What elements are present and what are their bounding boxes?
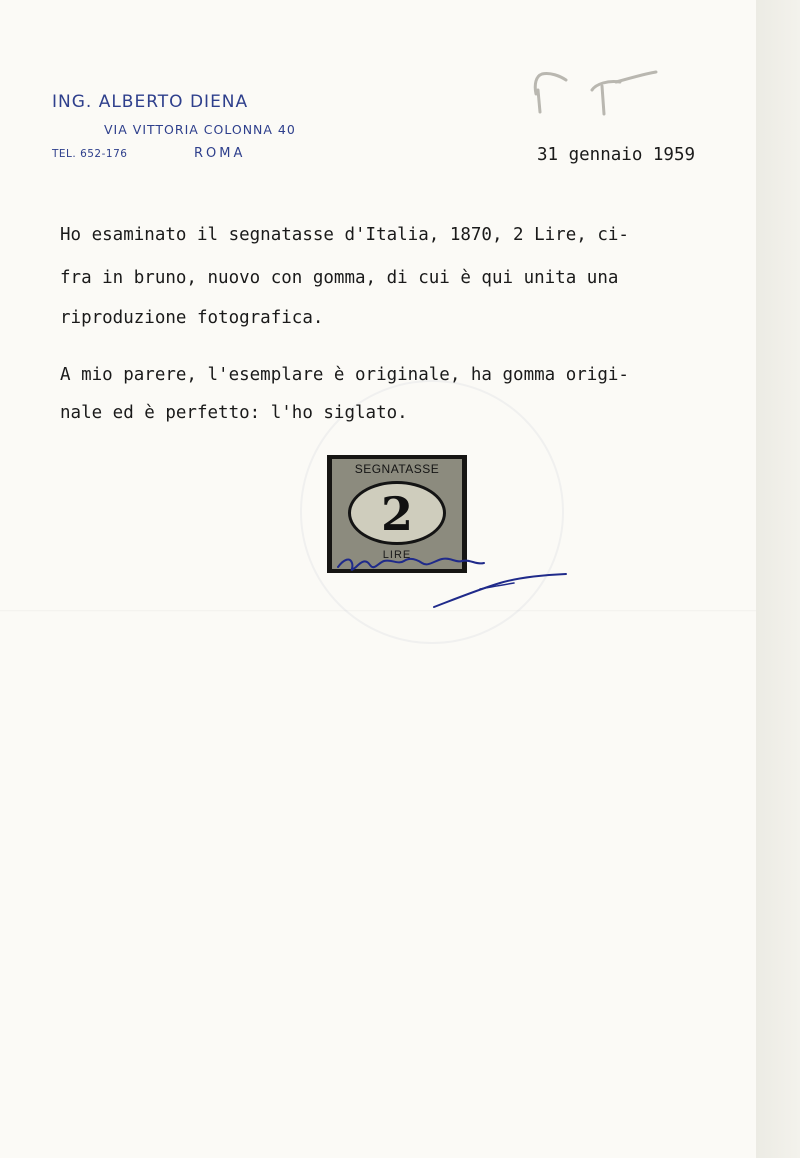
body-line-3: riproduzione fotografica. (60, 308, 324, 328)
letterhead-phone: TEL. 652-176 (52, 148, 128, 160)
body-line-1: Ho esaminato il segnatasse d'Italia, 1870, 2 Lire, ci- (60, 225, 629, 245)
stamp-top-label: SEGNATASSE (354, 462, 440, 476)
body-line-2: fra in bruno, nuovo con gomma, di cui è qui unita una (60, 268, 619, 288)
body-line-4: A mio parere, l'esemplare è originale, ha gomma origi- (60, 365, 629, 385)
certificate-date: 31 gennaio 1959 (537, 145, 696, 165)
stamp-value-oval (348, 481, 446, 545)
letterhead-name: ING. ALBERTO DIENA (52, 92, 249, 112)
stamp-bottom-label: LIRE (382, 549, 412, 561)
body-line-5: nale ed è perfetto: l'ho siglato. (60, 403, 408, 423)
pencil-annotation-mark (520, 60, 670, 120)
letterhead-city: ROMA (194, 146, 246, 161)
stamp-value-digit: 2 (380, 487, 413, 541)
letterhead-street: VIA VITTORIA COLONNA 40 (104, 122, 296, 137)
page-edge (756, 0, 800, 1158)
handwritten-signature (330, 545, 580, 620)
